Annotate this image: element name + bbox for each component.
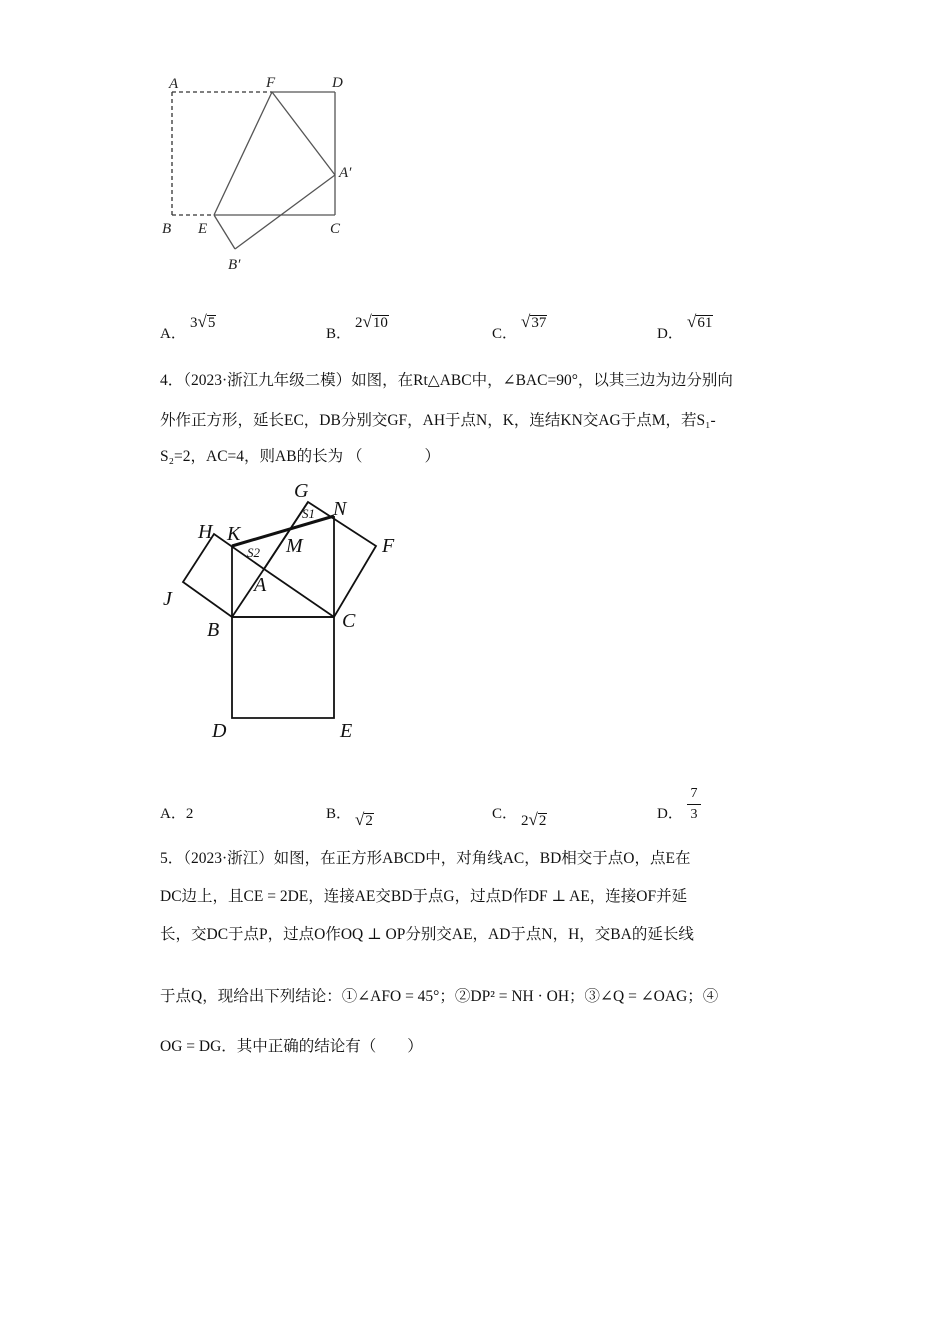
option-letter: B． (326, 806, 352, 822)
q4-line-3: S₂=2，AC=4，则AB的长为 （ ） (160, 448, 440, 465)
numerator: 7 (687, 786, 701, 805)
option-letter: D． (657, 326, 683, 342)
label-d: D (332, 75, 343, 91)
label-c: C (342, 610, 356, 632)
radicand: 37 (531, 315, 547, 331)
coefficient: 2 (355, 315, 363, 331)
option-letter: A． (160, 326, 186, 342)
q4-option-b[interactable]: B． √2 (326, 806, 373, 829)
label-e: E (198, 221, 208, 237)
label-h: H (198, 521, 213, 543)
option-value: 2 (185, 806, 194, 822)
label-s1: S1 (302, 506, 315, 521)
coefficient: 2 (521, 813, 529, 829)
radicand: 2 (365, 813, 373, 829)
label-b: B (162, 221, 172, 237)
option-letter: C． (492, 326, 518, 342)
q5-line-2: DC边上，且CE = 2DE，连接AE交BD于点G，过点D作DF ⊥ AE，连接OF并延 (160, 888, 688, 905)
figure-folded-rectangle (150, 68, 380, 278)
q5-line-1: 5．（2023·浙江）如图，在正方形ABCD中，对角线AC，BD相交于点O，点E在 (160, 850, 691, 867)
fold-line-fe (214, 92, 272, 215)
q5-line-3: 长，交DC于点P，过点O作OQ ⊥ OP分别交AE，AD于点N，H，交BA的延长线 (160, 926, 694, 943)
edge-b-prime-e (214, 215, 235, 249)
label-d: D (212, 720, 227, 742)
q4-line-1: 4．（2023·浙江九年级二模）如图，在Rt△ABC中，∠BAC=90°，以其三边为边分别向 (160, 372, 733, 389)
radicand: 5 (207, 315, 216, 331)
q3-option-c[interactable]: C． √37 (492, 312, 547, 342)
q4-option-a[interactable] (160, 802, 193, 823)
radicand: 10 (372, 315, 388, 331)
label-b: B (207, 619, 220, 641)
option-letter: D． (657, 806, 683, 822)
option-letter: B． (326, 326, 352, 342)
label-c: C (330, 221, 341, 237)
label-e: E (340, 720, 353, 742)
q4-line-2: 外作正方形，延长EC，DB分别交GF，AH于点N，K，连结KN交AG于点M，若S₁- (160, 412, 716, 429)
q4-option-d[interactable] (657, 786, 698, 823)
q5-line-5: OG = DG．其中正确的结论有（ ） (160, 1038, 423, 1055)
denominator: 3 (690, 807, 698, 822)
label-k: K (227, 523, 241, 545)
edge-a-prime-b-prime (235, 175, 335, 249)
square-bcde (232, 617, 334, 718)
label-s2: S2 (247, 545, 260, 560)
figure-pythagorean-squares (155, 475, 405, 750)
q3-option-a[interactable]: A． 3√5 (160, 312, 216, 342)
radicand: 61 (697, 315, 713, 331)
edge-fa-prime (272, 92, 335, 175)
label-f: F (382, 535, 395, 557)
q4-option-c[interactable]: C． 2√2 (492, 806, 547, 829)
coefficient: 3 (190, 315, 198, 331)
radicand: 2 (538, 813, 547, 829)
label-g: G (294, 480, 309, 502)
q3-option-d[interactable]: D． √61 (657, 312, 713, 342)
q3-option-b[interactable]: B． 2√10 (326, 312, 388, 342)
label-a-prime: A′ (339, 165, 352, 181)
label-n: N (333, 498, 347, 520)
fraction (687, 786, 701, 823)
label-a: A (254, 574, 267, 596)
option-letter: A． (160, 806, 186, 822)
q5-line-4: 于点Q，现给出下列结论：①∠AFO = 45°；②DP² = NH · OH；③∠Q = ∠OAG；④ (160, 988, 719, 1005)
label-b-prime: B′ (228, 257, 241, 273)
option-letter: C． (492, 806, 518, 822)
label-a: A (169, 76, 179, 92)
label-f: F (266, 75, 276, 91)
label-m: M (286, 535, 303, 557)
label-j: J (163, 588, 172, 610)
